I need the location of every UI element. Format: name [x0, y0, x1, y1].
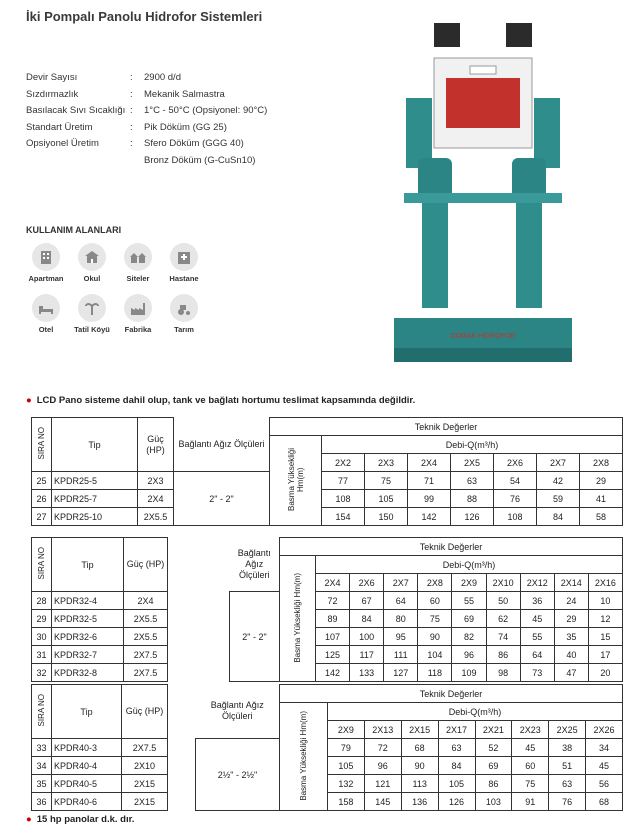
table-cell: 2X3 [138, 472, 174, 490]
table-cell: 20 [588, 664, 622, 682]
apartment-icon [38, 249, 54, 265]
hospital-icon [176, 249, 192, 265]
usage-item-siteler: Siteler [116, 243, 160, 283]
table-cell: 47 [554, 664, 588, 682]
vertical-label: SIRA NO [37, 547, 46, 580]
basma-label [280, 556, 316, 682]
table-cell: 2X9 [328, 721, 365, 739]
spec-row: Opsiyonel Üretim : Sfero Döküm (GGG 40) [26, 136, 267, 153]
tractor-icon [176, 300, 192, 316]
table-cell: 2X5.5 [124, 628, 168, 646]
table-cell: KPDR40-5 [52, 775, 122, 793]
table-cell: 99 [408, 490, 451, 508]
table-cell: 76 [549, 793, 586, 811]
table-cell: 2X8 [418, 574, 452, 592]
table-cell: 133 [350, 664, 384, 682]
vertical-label: SIRA NO [37, 694, 46, 727]
table-cell: 127 [384, 664, 418, 682]
teknik-header: Teknik Değerler [280, 538, 623, 556]
table-cell: 107 [316, 628, 350, 646]
table-cell: 2X23 [512, 721, 549, 739]
spec-key: Devir Sayısı [26, 72, 78, 83]
table-cell: 84 [350, 610, 384, 628]
table-row [32, 775, 623, 793]
usage-item-apartman: Apartman [24, 243, 68, 283]
table-cell: 34 [32, 757, 52, 775]
table-cell: 2X10 [486, 574, 520, 592]
col-guc: Güç (HP) [122, 685, 168, 739]
table-cell: 45 [512, 739, 549, 757]
table-cell: 2X16 [588, 574, 622, 592]
table-cell: 2X5.5 [138, 508, 174, 526]
spec-value: Bronz Döküm (G-CuSn10) [144, 154, 256, 166]
table-cell: KPDR32-4 [52, 592, 124, 610]
usage-item-okul: Okul [70, 243, 114, 283]
table-cell: 28 [32, 592, 52, 610]
table-cell: 71 [408, 472, 451, 490]
col-tip: Tip [52, 685, 122, 739]
table-cell: 2X7 [537, 454, 580, 472]
booster-pump-image [384, 18, 582, 365]
table-cell: 45 [520, 610, 554, 628]
footnote: ● 15 hp panolar d.k. dır. [26, 814, 135, 825]
table-cell: 105 [328, 757, 365, 775]
table-cell: 52 [475, 739, 512, 757]
spec-table-2 [31, 537, 623, 682]
table-cell: 75 [512, 775, 549, 793]
table-cell: 2X6 [350, 574, 384, 592]
table-cell: 68 [401, 739, 438, 757]
table-cell: 51 [549, 757, 586, 775]
table-cell: 90 [401, 757, 438, 775]
table-cell: 2X6 [494, 454, 537, 472]
table-cell: 42 [537, 472, 580, 490]
resort-icon [84, 300, 100, 316]
table-row [32, 508, 623, 526]
table-cell: 121 [364, 775, 401, 793]
table-cell: 2X15 [122, 793, 168, 811]
table-cell: 29 [554, 610, 588, 628]
debi-header: Debi-Q(m³/h) [322, 436, 623, 454]
table-cell: 150 [365, 508, 408, 526]
table-cell: 50 [486, 592, 520, 610]
table-cell [168, 739, 196, 811]
spec-key: Sızdırmazlık [26, 88, 79, 100]
table-cell: 80 [384, 610, 418, 628]
vertical-label: Basma Yüksekliği Hm(m) [286, 448, 305, 511]
spec-table-1 [31, 417, 623, 526]
hotel-icon [38, 300, 54, 316]
table-cell: 84 [537, 508, 580, 526]
col-sira-no [32, 418, 52, 472]
table-cell [168, 538, 230, 592]
table-cell [168, 592, 230, 682]
table-cell: 58 [580, 508, 623, 526]
table-cell: 34 [586, 739, 623, 757]
table-cell: 2X5.5 [124, 610, 168, 628]
table-cell: 79 [328, 739, 365, 757]
vertical-label: Basma Yüksekliği Hm(m) [299, 710, 308, 801]
table-cell: 2X7.5 [124, 646, 168, 664]
baglanti-value: 2½" - 2½" [196, 739, 280, 811]
table-cell: 2X13 [364, 721, 401, 739]
table-cell: 2X8 [580, 454, 623, 472]
table-cell: 38 [549, 739, 586, 757]
houses-icon [130, 249, 146, 265]
table-row [32, 646, 623, 664]
table-row [32, 592, 623, 610]
table-cell: KPDR40-6 [52, 793, 122, 811]
table-cell: 67 [350, 592, 384, 610]
table-cell: 2X25 [549, 721, 586, 739]
table-cell: 31 [32, 646, 52, 664]
table-cell: 2X2 [322, 454, 365, 472]
table-cell: 111 [384, 646, 418, 664]
table-cell: 86 [486, 646, 520, 664]
table-row [32, 664, 623, 682]
col-sira-no [32, 685, 52, 739]
table-cell: 88 [451, 490, 494, 508]
spec-value: 2900 d/d [144, 72, 181, 83]
table-row [32, 628, 623, 646]
table-cell: 35 [32, 775, 52, 793]
table-cell: 98 [486, 664, 520, 682]
table-cell: 24 [554, 592, 588, 610]
col-baglanti: Bağlantı Ağız Ölçüleri [237, 547, 271, 580]
table-cell: 100 [350, 628, 384, 646]
table-cell: KPDR25-7 [52, 490, 138, 508]
table-cell: 69 [452, 610, 486, 628]
table-cell: KPDR32-7 [52, 646, 124, 664]
usage-item-fabrika: Fabrika [116, 294, 160, 334]
spec-value: 1°C - 50°C (Opsiyonel: 90°C) [144, 105, 268, 116]
table-cell: 113 [401, 775, 438, 793]
table-cell: 117 [350, 646, 384, 664]
table-cell: 40 [554, 646, 588, 664]
usage-item-hastane: Hastane [162, 243, 206, 283]
col-baglanti: Bağlantı Ağız Ölçüleri [178, 438, 265, 449]
table-cell: 27 [32, 508, 52, 526]
table-cell: 56 [586, 775, 623, 793]
table-cell: KPDR32-6 [52, 628, 124, 646]
col-tip: Tip [52, 418, 138, 472]
table-cell: 126 [451, 508, 494, 526]
table-cell: KPDR25-10 [52, 508, 138, 526]
table-cell: 2X4 [138, 490, 174, 508]
table-cell: 64 [384, 592, 418, 610]
table-cell: 60 [512, 757, 549, 775]
table-row [32, 757, 623, 775]
table-cell: 41 [580, 490, 623, 508]
table-cell: 75 [365, 472, 408, 490]
brand-label: DOMAK HİDROFOR [450, 333, 516, 340]
table-cell: 2X7 [384, 574, 418, 592]
table-cell: 64 [520, 646, 554, 664]
spec-table-3 [31, 684, 623, 811]
spec-row [26, 153, 267, 170]
table-cell: 86 [475, 775, 512, 793]
table-cell: 10 [588, 592, 622, 610]
teknik-header: Teknik Değerler [270, 418, 623, 436]
table-cell: 96 [452, 646, 486, 664]
vertical-label: Basma Yüksekliği Hm(m) [293, 572, 302, 663]
table-cell: 2X26 [586, 721, 623, 739]
table-cell: 96 [364, 757, 401, 775]
table-cell: 12 [588, 610, 622, 628]
table-cell: 29 [32, 610, 52, 628]
table-cell: 82 [452, 628, 486, 646]
table-row [32, 793, 623, 811]
table-cell: 89 [316, 610, 350, 628]
table-row [32, 472, 623, 490]
col-sira-no [32, 538, 52, 592]
table-cell: 158 [328, 793, 365, 811]
table-cell: 2X4 [316, 574, 350, 592]
table-cell: KPDR40-3 [52, 739, 122, 757]
page-title: İki Pompalı Panolu Hidrofor Sistemleri [26, 9, 263, 24]
spec-key: Standart Üretim [26, 121, 93, 133]
table-cell: 2X14 [554, 574, 588, 592]
basma-label [270, 436, 322, 526]
table-cell: 108 [494, 508, 537, 526]
table-cell: 15 [588, 628, 622, 646]
table-cell: KPDR40-4 [52, 757, 122, 775]
table-cell: 103 [475, 793, 512, 811]
table-cell: 132 [328, 775, 365, 793]
table-cell: 2X7.5 [122, 739, 168, 757]
table-cell: 29 [580, 472, 623, 490]
table-cell: 118 [418, 664, 452, 682]
table-cell: 26 [32, 490, 52, 508]
usage-item-otel: Otel [24, 294, 68, 334]
col-tip: Tip [52, 538, 124, 592]
spec-value: Mekanik Salmastra [144, 88, 225, 100]
col-baglanti: Bağlantı Ağız Ölçüleri [210, 700, 264, 722]
table-cell: 2X3 [365, 454, 408, 472]
table-cell: 2X7.5 [124, 664, 168, 682]
spec-list [26, 70, 267, 169]
school-icon [84, 249, 100, 265]
factory-icon [130, 300, 146, 316]
table-cell: 2X4 [408, 454, 451, 472]
table-row [32, 739, 623, 757]
table-cell: 30 [32, 628, 52, 646]
table-cell: 36 [32, 793, 52, 811]
spec-key: Opsiyonel Üretim [26, 138, 99, 149]
table-cell: KPDR32-8 [52, 664, 124, 682]
spec-row: Devir Sayısı : 2900 d/d [26, 70, 267, 87]
table-cell: 2X5 [451, 454, 494, 472]
table-cell: 145 [364, 793, 401, 811]
table-row [32, 490, 623, 508]
usage-item-tatil-koyu: Tatil Köyü [70, 294, 114, 334]
table-cell: 25 [32, 472, 52, 490]
usage-title: KULLANIM ALANLARI [26, 225, 122, 235]
table-cell: KPDR32-5 [52, 610, 124, 628]
table-cell: 2X15 [122, 775, 168, 793]
table-cell: 77 [322, 472, 365, 490]
usage-item-tarim: Tarım [162, 294, 206, 334]
table-cell: 105 [365, 490, 408, 508]
table-cell: 109 [452, 664, 486, 682]
table-cell: 76 [494, 490, 537, 508]
table-cell: 63 [438, 739, 475, 757]
table-cell: 63 [451, 472, 494, 490]
debi-header: Debi-Q(m³/h) [328, 703, 623, 721]
table-cell: 104 [418, 646, 452, 664]
table-cell: 105 [438, 775, 475, 793]
table-cell: 32 [32, 664, 52, 682]
table-cell: 17 [588, 646, 622, 664]
table-cell: 84 [438, 757, 475, 775]
table-cell: 91 [512, 793, 549, 811]
table-cell: 126 [438, 793, 475, 811]
table-cell: 2X10 [122, 757, 168, 775]
table-cell: 33 [32, 739, 52, 757]
teknik-header: Teknik Değerler [280, 685, 623, 703]
table-cell [168, 685, 196, 739]
basma-label [280, 703, 328, 811]
spec-value: Pik Döküm (GG 25) [144, 121, 227, 133]
spec-key: Basılacak Sıvı Sıcaklığı [26, 105, 126, 116]
table-cell: 154 [322, 508, 365, 526]
table-cell: 2X15 [401, 721, 438, 739]
spec-row: Standart Üretim : Pik Döküm (GG 25) [26, 120, 267, 137]
col-guc: Güç (HP) [124, 538, 168, 592]
table-cell: 68 [586, 793, 623, 811]
table-cell: KPDR25-5 [52, 472, 138, 490]
table-cell: 2X21 [475, 721, 512, 739]
baglanti-value: 2" - 2" [174, 472, 270, 526]
table-cell: 108 [322, 490, 365, 508]
table-cell: 136 [401, 793, 438, 811]
table-cell: 142 [316, 664, 350, 682]
spec-row: Sızdırmazlık : Mekanik Salmastra [26, 87, 267, 104]
table-cell: 60 [418, 592, 452, 610]
table-cell: 125 [316, 646, 350, 664]
spec-row: Basılacak Sıvı Sıcaklığı : 1°C - 50°C (Opsiyonel: 90°C) [26, 103, 267, 120]
table-cell: 36 [520, 592, 554, 610]
col-guc: Güç (HP) [138, 418, 174, 472]
baglanti-value: 2" - 2" [230, 592, 280, 682]
table-cell: 62 [486, 610, 520, 628]
table-cell: 75 [418, 610, 452, 628]
delivery-note: ● LCD Pano sisteme dahil olup, tank ve bağlatı hortumu teslimat kapsamında değildir. [26, 395, 416, 406]
table-cell: 142 [408, 508, 451, 526]
table-cell: 95 [384, 628, 418, 646]
spec-key [26, 153, 130, 170]
table-cell: 73 [520, 664, 554, 682]
table-cell: 2X12 [520, 574, 554, 592]
table-cell: 63 [549, 775, 586, 793]
table-cell: 74 [486, 628, 520, 646]
table-cell: 59 [537, 490, 580, 508]
table-cell: 35 [554, 628, 588, 646]
table-cell: 2X17 [438, 721, 475, 739]
spec-value: Sfero Döküm (GGG 40) [144, 138, 244, 149]
table-cell: 72 [364, 739, 401, 757]
table-row [32, 610, 623, 628]
table-cell: 55 [452, 592, 486, 610]
table-cell: 2X9 [452, 574, 486, 592]
table-cell: 55 [520, 628, 554, 646]
table-cell: 69 [475, 757, 512, 775]
table-cell: 72 [316, 592, 350, 610]
vertical-label: SIRA NO [37, 427, 46, 460]
table-cell: 45 [586, 757, 623, 775]
table-cell: 90 [418, 628, 452, 646]
table-cell: 2X4 [124, 592, 168, 610]
table-cell: 54 [494, 472, 537, 490]
debi-header: Debi-Q(m³/h) [316, 556, 623, 574]
